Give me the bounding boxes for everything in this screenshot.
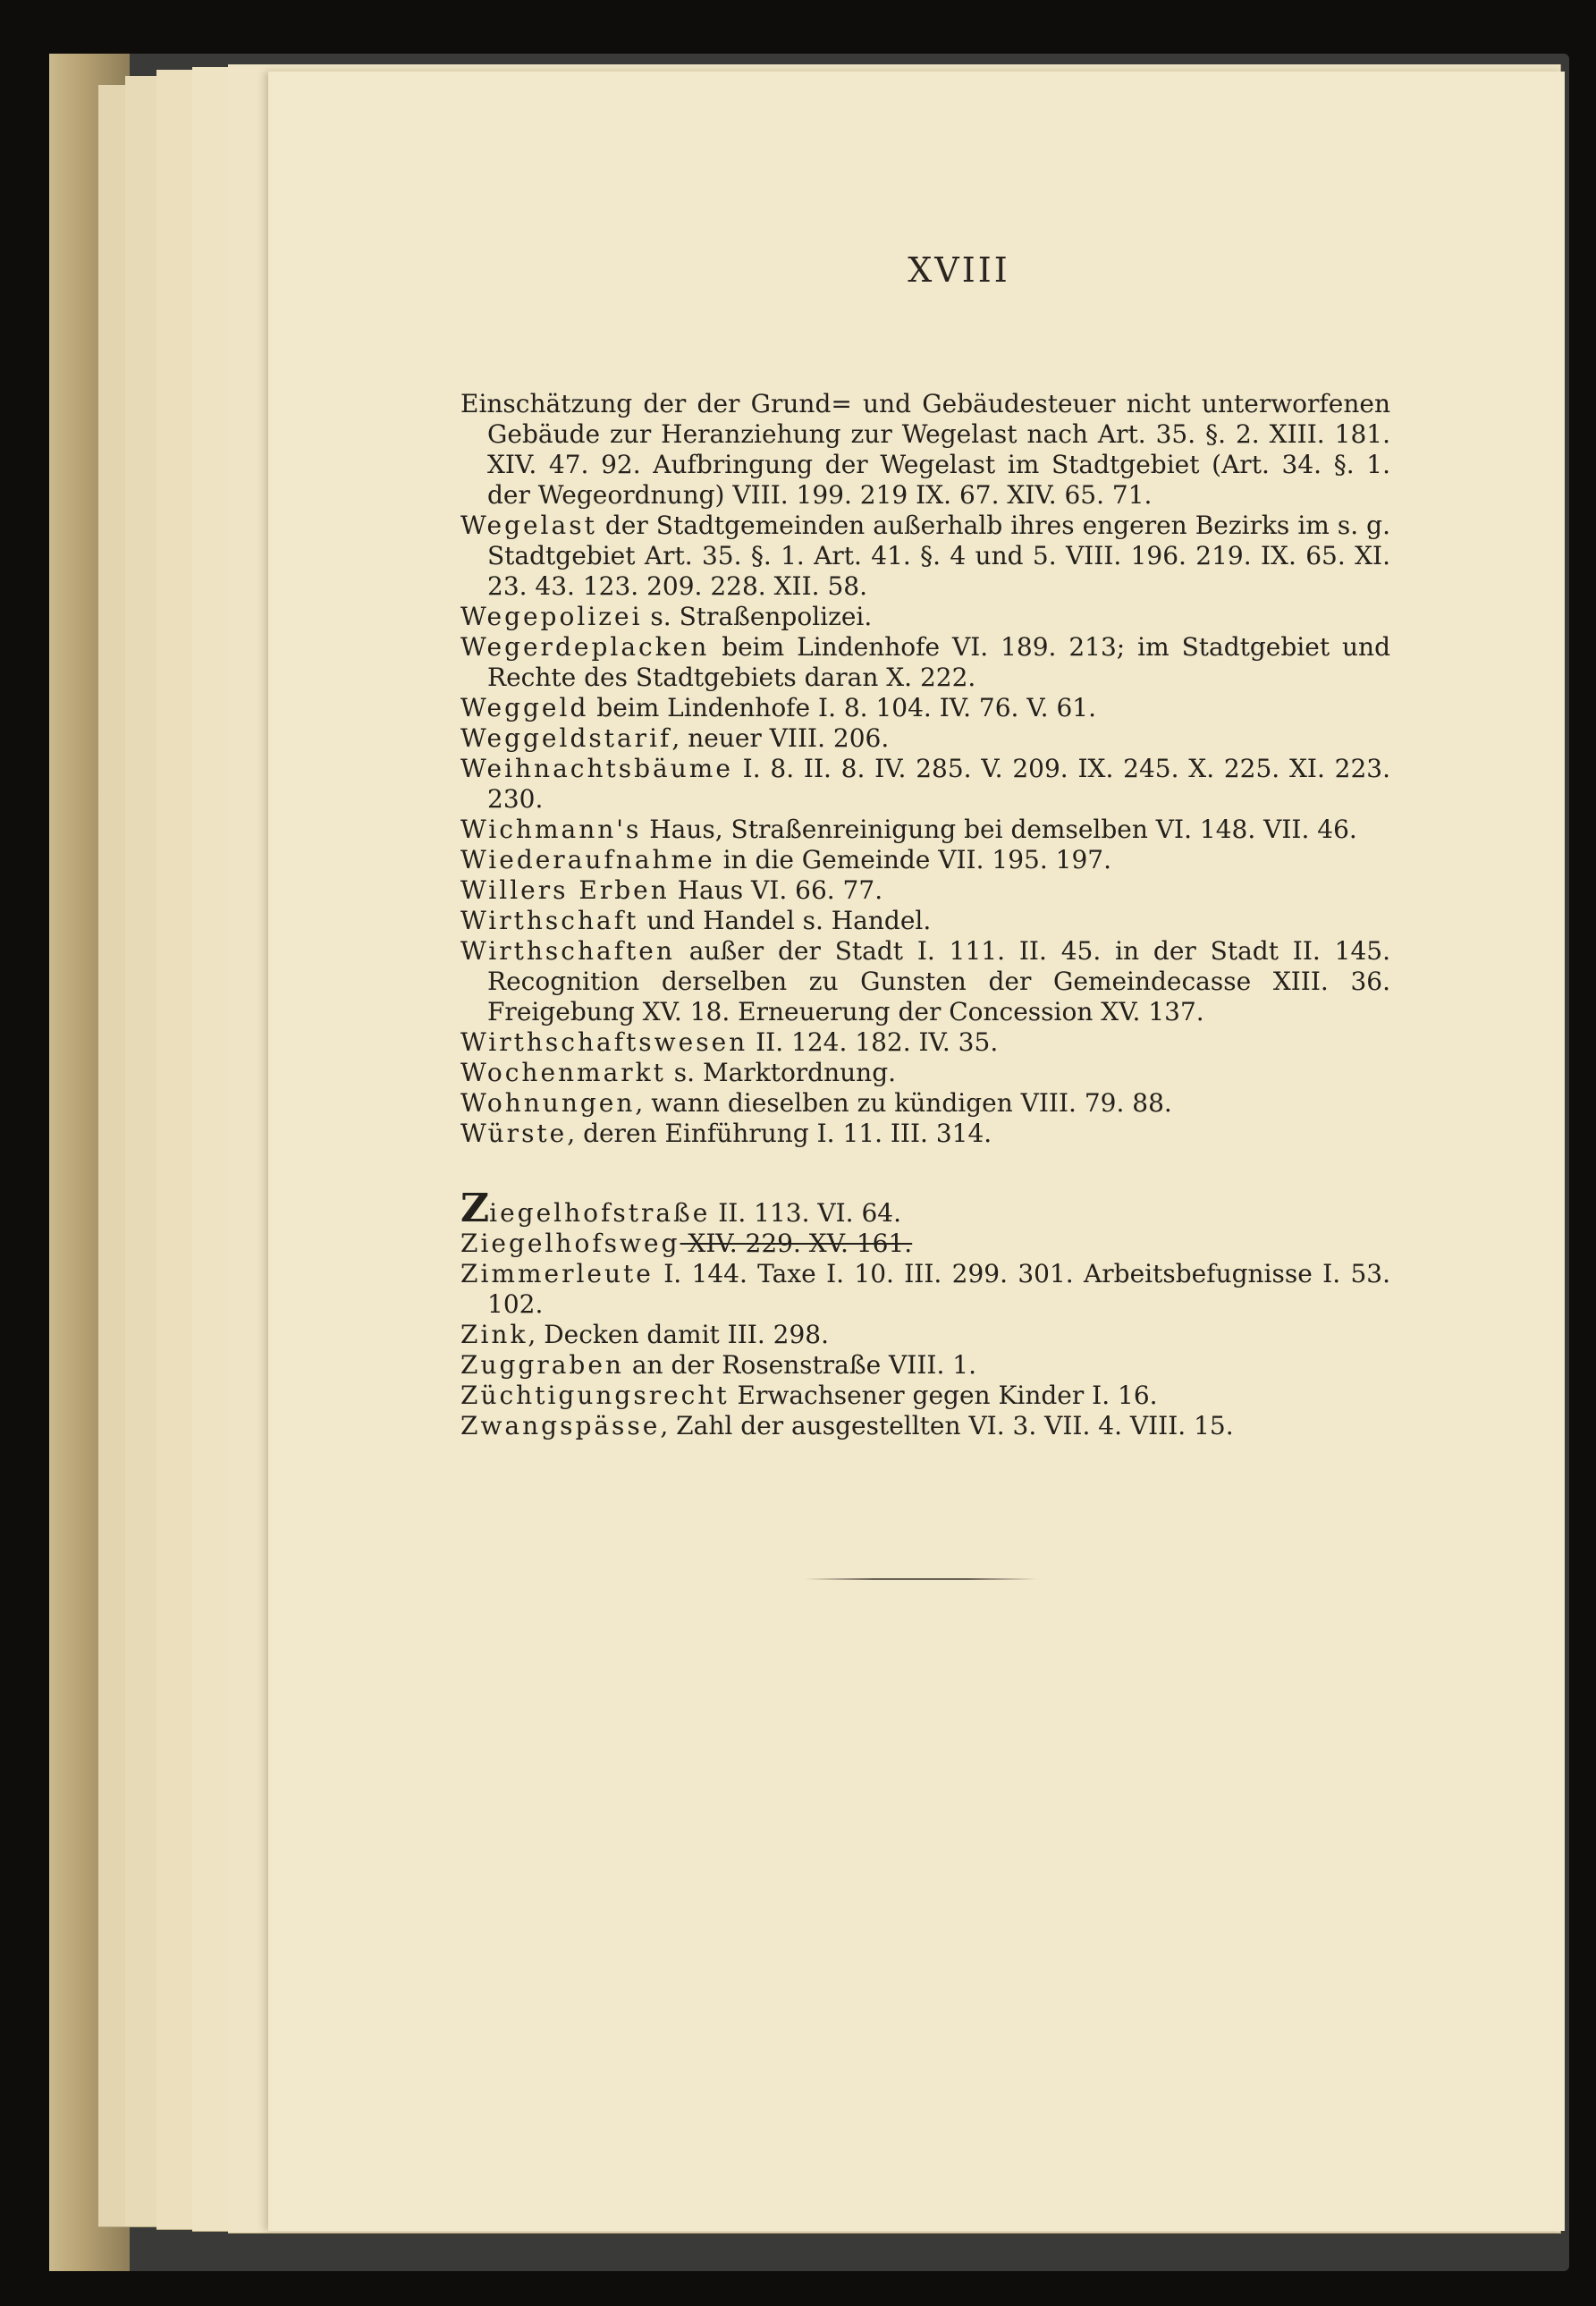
entry-keyword: Weggeld (460, 693, 589, 722)
entry-keyword: Wirthschaft (460, 906, 639, 935)
section-initial: Z (460, 1186, 490, 1231)
entry-keyword: Zink (460, 1320, 528, 1349)
index-entry: Weihnachtsbäume I. 8. II. 8. IV. 285. V. 209. IX. 245. X. 225. XI. 223. 230. (460, 754, 1390, 814)
index-entry: Zwangspässe, Zahl der ausgestellten VI. 3. VII. 4. VIII. 15. (460, 1411, 1234, 1440)
index-entry: Zink, Decken damit III. 298. (460, 1320, 829, 1349)
entry-keyword: Wegelast (460, 511, 597, 540)
entry-keyword: Zuggraben (460, 1350, 624, 1380)
entry-keyword: Züchtigungsrecht (460, 1381, 730, 1410)
index-entry: Weggeldstarif, neuer VIII. 206. (460, 723, 890, 753)
section-gap (460, 1149, 1390, 1194)
entry-keyword: Ziegelhofsweg (460, 1229, 680, 1258)
index-entry: Wiederaufnahme in die Gemeinde VII. 195. 197. (460, 845, 1111, 874)
index-entry: Wochenmarkt s. Marktordnung. (460, 1058, 897, 1087)
entry-keyword: Wirthschaften (460, 936, 675, 966)
closing-ornament (805, 1578, 1037, 1582)
index-entry: Wegepolizei s. Straßenpolizei. (460, 602, 873, 631)
entry-keyword: Weggeldstarif (460, 723, 672, 753)
index-entry: Züchtigungsrecht Erwachsener gegen Kinder I. 16. (460, 1381, 1158, 1410)
entry-keyword: Willers Erben (460, 875, 670, 905)
index-entry: Würste, deren Einführung I. 11. III. 314. (460, 1119, 992, 1148)
entry-keyword: Weihnachtsbäume (460, 754, 733, 783)
index-entry: Einschätzung der der Grund= und Gebäudesteuer nicht unterworfenen Gebäude zur Heranziehung zur Wegelast nach Art. 35. §. 2. XIII. 181. XIV. 47. 92. Aufbringung der Wegelast im Stadtgebiet (Art. 34. §. 1. der Wegeordnung) VIII. 199. 219 IX. 67. XIV. 65. 71. (460, 389, 1390, 510)
index-entry: Wegerdeplacken beim Lindenhofe VI. 189. 213; im Stadtgebiet und Rechte des Stadtgebiets daran X. 222. (460, 632, 1390, 692)
entry-keyword: Würste (460, 1119, 568, 1148)
index-entry: Wohnungen, wann dieselben zu kündigen VIII. 79. 88. (460, 1088, 1172, 1118)
entry-keyword: Zimmerleute (460, 1259, 654, 1288)
index-entry: Weggeld beim Lindenhofe I. 8. 104. IV. 76. V. 61. (460, 693, 1097, 722)
index-entry: Ziegelhofstraße II. 113. VI. 64. (460, 1186, 902, 1231)
ornament-rule (805, 1578, 1037, 1580)
index-entry: Zimmerleute I. 144. Taxe I. 10. III. 299. 301. Arbeitsbefugnisse I. 53. 102. (460, 1259, 1390, 1319)
index-entry: Wegelast der Stadtgemeinden außerhalb ihres engeren Bezirks im s. g. Stadtgebiet Art. 35. §. 1. Art. 41. §. 4 und 5. VIII. 196. 219. IX. 65. XI. 23. 43. 123. 209. 228. XII. 58. (460, 511, 1390, 601)
entry-keyword: Wegerdeplacken (460, 632, 710, 662)
entry-keyword: Wichmann's (460, 815, 642, 844)
entry-keyword: Wegepolizei (460, 602, 643, 631)
entry-keyword: Zwangspässe (460, 1411, 661, 1440)
entry-keyword: Wohnungen (460, 1088, 636, 1118)
book-page (268, 72, 1565, 2231)
page-number: XVIII (908, 250, 1010, 290)
index-entry: Ziegelhofsweg XIV. 229. XV. 161. (460, 1229, 913, 1258)
index-entry: Wichmann's Haus, Straßenreinigung bei demselben VI. 148. VII. 46. (460, 815, 1357, 844)
entry-keyword: Wirthschaftswesen (460, 1027, 748, 1057)
index-content (460, 389, 1390, 1441)
index-entry: Wirthschaftswesen II. 124. 182. IV. 35. (460, 1027, 999, 1057)
index-entry: Willers Erben Haus VI. 66. 77. (460, 875, 883, 905)
entry-keyword: Wiederaufnahme (460, 845, 715, 874)
index-entry: Wirthschaft und Handel s. Handel. (460, 906, 932, 935)
entry-keyword: Wochenmarkt (460, 1058, 666, 1087)
index-entry: Wirthschaften außer der Stadt I. 111. II. 45. in der Stadt II. 145. Recognition derselben zu Gunsten der Gemeindecasse XIII. 36. Freigebung XV. 18. Erneuerung der Concession XV. 137. (460, 936, 1390, 1026)
index-entry: Zuggraben an der Rosenstraße VIII. 1. (460, 1350, 976, 1380)
